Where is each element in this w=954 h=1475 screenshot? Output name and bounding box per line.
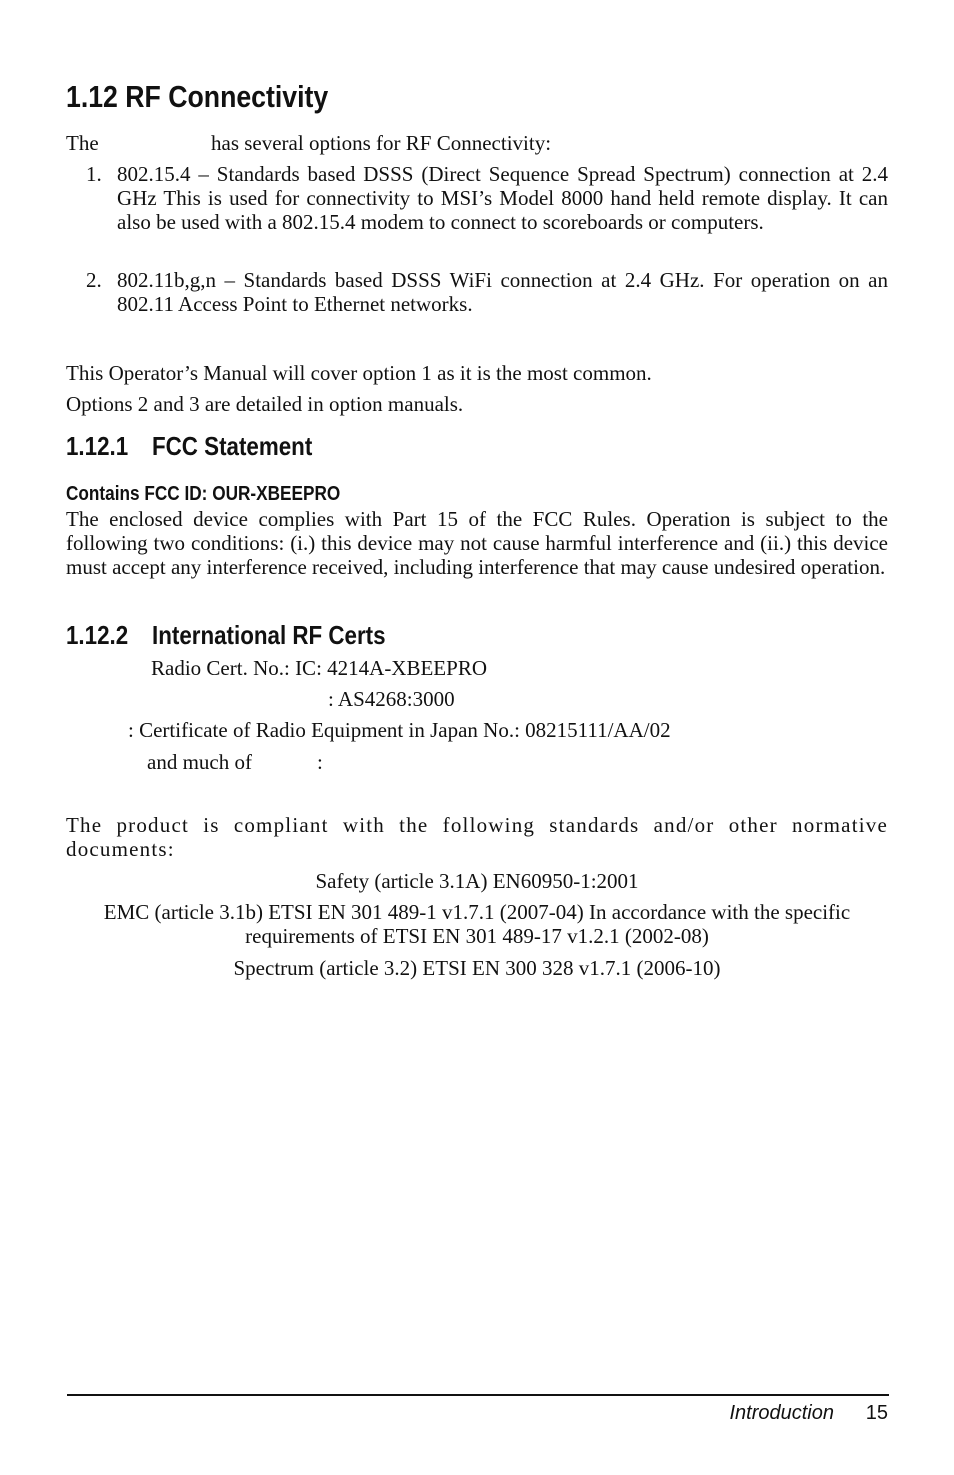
- fcc-heading-text: FCC Statement: [152, 431, 313, 461]
- option-marker: 2.: [86, 268, 102, 292]
- standard-emc: EMC (article 3.1b) ETSI EN 301 489-1 v1.7.1 (2007-04) In accordance with the specific requirements of ETSI EN 301 489-17 v1.2.1 (2002-08): [103, 900, 851, 948]
- fcc-statement: The enclosed device complies with Part 15 of the FCC Rules. Operation is subject to the following two conditions: (i.) this device may not cause harmful interference and (ii.) this device must accept any interference received, including interference that may cause undesired operation.: [66, 507, 888, 579]
- standard-safety: Safety (article 3.1A) EN60950-1:2001: [315, 869, 639, 893]
- standard-spectrum: Spectrum (article 3.2) ETSI EN 300 328 v1.7.1 (2006-10): [233, 956, 721, 980]
- section-title: 1.12 RF Connectivity: [66, 79, 329, 114]
- cert-europe-colon: :: [317, 750, 323, 774]
- option-text: 802.15.4 – Standards based DSSS (Direct Sequence Spread Spectrum) connection at 2.4 GHz This is used for connectivity to MSI’s Model 8000 hand held remote display. It can also be used with a 802.15.4 modem to connect to scoreboards or computers.: [117, 162, 888, 234]
- option-text: 802.11b,g,n – Standards based DSSS WiFi connection at 2.4 GHz. For operation on an 802.11 Access Point to Ethernet networks.: [117, 268, 888, 316]
- cert-canada: Radio Cert. No.: IC: 4214A-XBEEPRO: [151, 656, 487, 680]
- footer-section-name: Introduction: [729, 1402, 834, 1424]
- page-number: 15: [865, 1402, 888, 1424]
- footer-rule: [67, 1394, 889, 1396]
- intl-heading-text: International RF Certs: [152, 620, 386, 650]
- cert-australia: : AS4268:3000: [328, 687, 455, 711]
- cert-europe-prefix: and much of: [147, 750, 252, 774]
- compliance-statement: The product is compliant with the following standards and/or other normative documents:: [66, 813, 888, 861]
- manual-note: This Operator’s Manual will cover option 1 as it is the most common.: [66, 361, 652, 385]
- options-note: Options 2 and 3 are detailed in option manuals.: [66, 392, 464, 416]
- fcc-heading-number: 1.12.1: [66, 431, 129, 461]
- cert-japan: : Certificate of Radio Equipment in Japan No.: 08215111/AA/02: [128, 718, 671, 742]
- option-item-2: [86, 268, 888, 316]
- intro-rest: has several options for RF Connectivity:: [211, 131, 552, 155]
- intl-heading: [66, 620, 386, 650]
- fcc-heading: [66, 431, 312, 461]
- fcc-id-line: Contains FCC ID: OUR-XBEEPRO: [66, 483, 341, 505]
- intro-line: [66, 131, 99, 155]
- option-item-1: [86, 162, 888, 234]
- intl-heading-number: 1.12.2: [66, 620, 129, 650]
- option-marker: 1.: [86, 162, 102, 186]
- intro-the: The: [66, 131, 99, 155]
